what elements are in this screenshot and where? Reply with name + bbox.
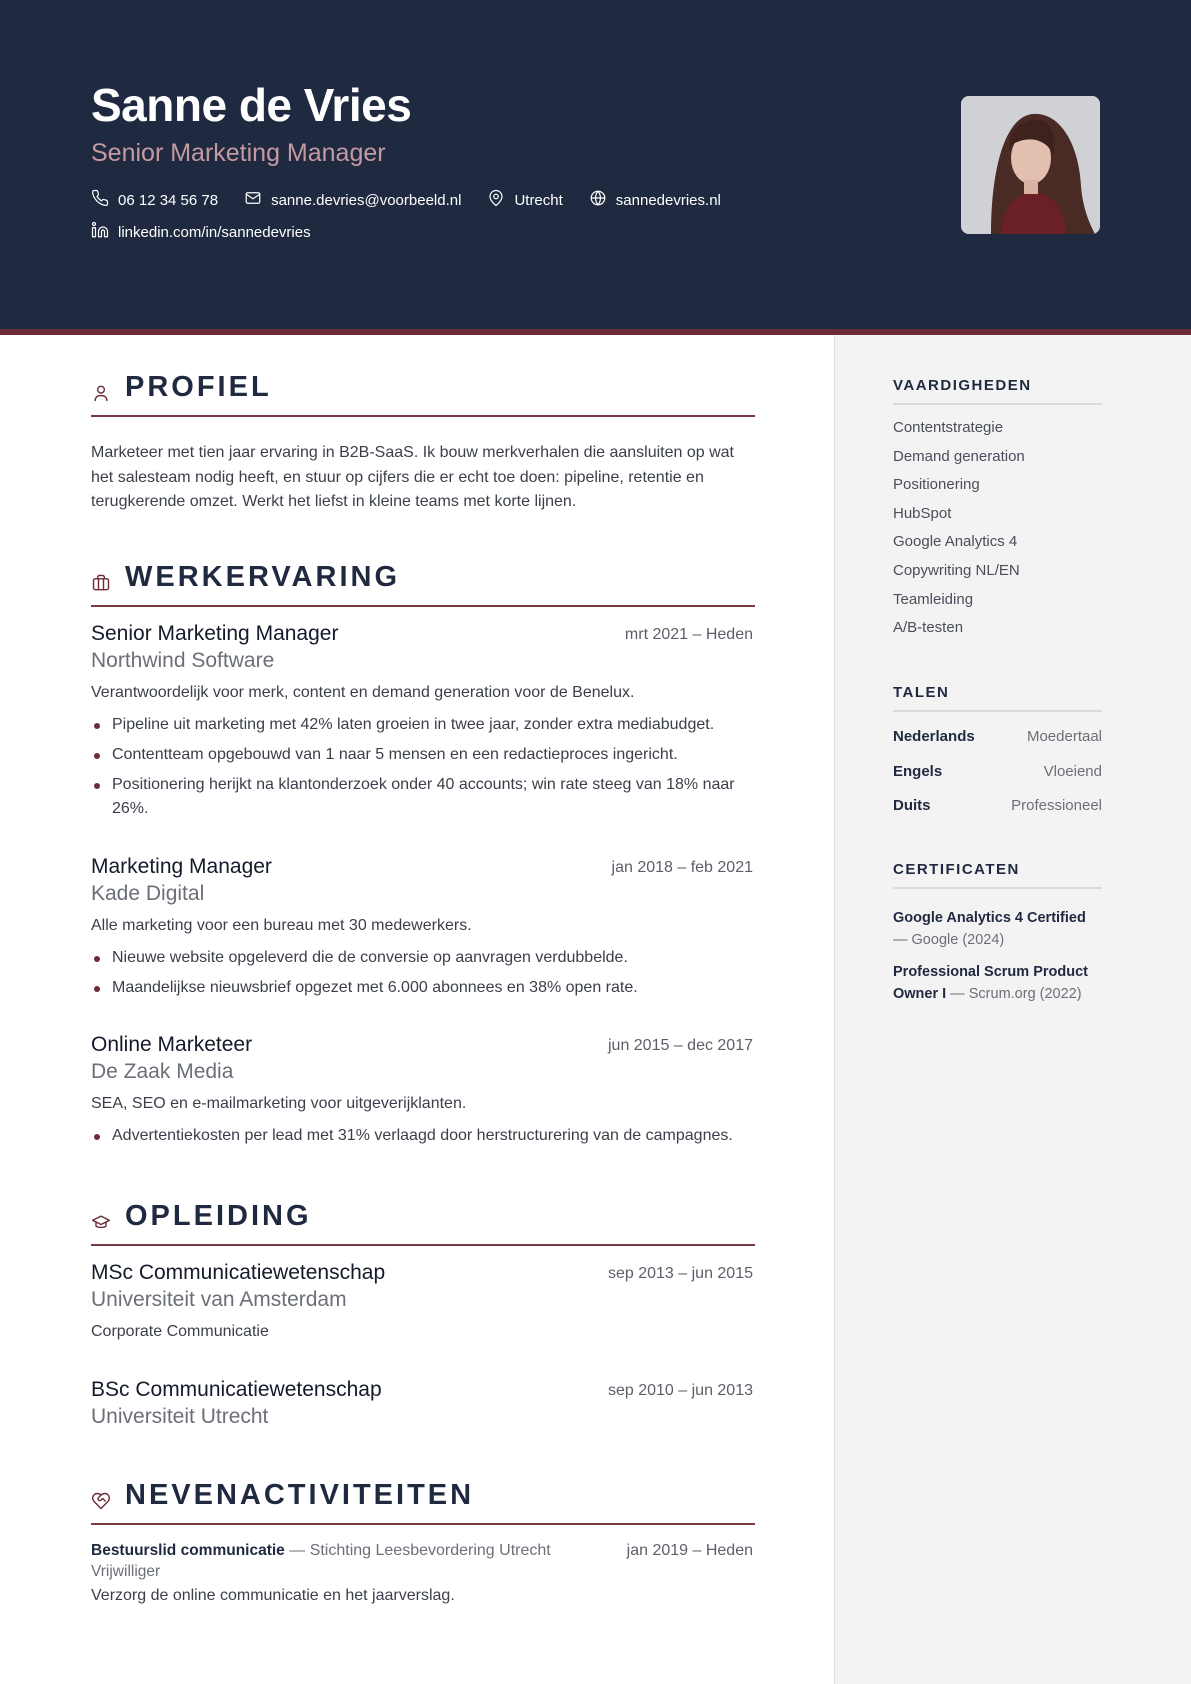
education-section-header	[91, 1196, 755, 1246]
certificate-separator: —	[946, 986, 969, 1002]
contact-website[interactable]	[589, 189, 721, 211]
linkedin-text: linkedin.com/in/sannedevries	[118, 223, 311, 241]
job-bullets	[91, 713, 755, 821]
activity-description: Verzorg de online communicatie en het jaarverslag.	[91, 1587, 455, 1604]
job-entry	[91, 622, 755, 827]
education-entry	[91, 1261, 755, 1341]
certificate-item	[893, 907, 1102, 951]
language-level: Moedertaal	[1026, 728, 1102, 745]
profile-title: PROFIEL	[125, 371, 272, 403]
candidate-role: Senior Marketing Manager	[91, 139, 386, 167]
job-company: Northwind Software	[91, 649, 275, 672]
education-dates: sep 2010 – jun 2013	[607, 1382, 753, 1399]
job-company: De Zaak Media	[91, 1060, 234, 1083]
job-bullet: Maandelijkse nieuwsbrief opgezet met 6.000 abonnees en 38% open rate.	[91, 976, 755, 1000]
certificate-name: Professional Scrum Product Owner I	[893, 964, 1088, 1002]
graduation-cap-icon	[91, 1212, 111, 1232]
header	[0, 0, 1191, 329]
profile-photo	[961, 96, 1100, 234]
education-school: Universiteit van Amsterdam	[91, 1288, 347, 1311]
languages-section	[893, 684, 1102, 832]
contact-email[interactable]	[244, 189, 461, 211]
job-bullet: Contentteam opgebouwd van 1 naar 5 mensen en een redactieproces ingericht.	[91, 743, 755, 767]
education-detail: Corporate Communicatie	[91, 1323, 269, 1340]
certificates-title: CERTIFICATEN	[893, 861, 1102, 889]
certificate-org: Google (2024)	[911, 932, 1005, 948]
skill-item: Positionering	[893, 476, 980, 494]
activity-organization: Stichting Leesbevordering Utrecht	[309, 1542, 551, 1559]
languages-list	[893, 728, 1102, 832]
activities-title: NEVENACTIVITEITEN	[125, 1479, 475, 1511]
job-entry	[91, 1033, 755, 1154]
job-title: Online Marketeer	[91, 1033, 253, 1056]
certificate-org: Scrum.org (2022)	[968, 986, 1082, 1002]
phone-icon	[91, 189, 109, 211]
job-bullet: Positionering herijkt na klantonderzoek onder 40 accounts; win rate steeg van 18% naar 26%.	[91, 773, 755, 821]
skill-item: Demand generation	[893, 447, 1025, 465]
education-degree: MSc Communicatiewetenschap	[91, 1261, 386, 1284]
phone-text: 06 12 34 56 78	[118, 191, 219, 209]
job-dates: mrt 2021 – Heden	[624, 626, 753, 643]
skill-item: Contentstrategie	[893, 419, 1004, 436]
certificate-separator: —	[893, 932, 912, 948]
website-text: sannedevries.nl	[615, 191, 721, 209]
linkedin-icon	[91, 221, 109, 243]
map-pin-icon	[487, 189, 505, 211]
skill-item: HubSpot	[893, 504, 952, 522]
job-bullet: Advertentiekosten per lead met 31% verlaagd door herstructurering van de campagnes.	[91, 1124, 755, 1148]
heart-handshake-icon	[91, 1491, 111, 1511]
job-bullets	[91, 1124, 755, 1148]
job-description: Verantwoordelijk voor merk, content en demand generation voor de Benelux.	[91, 684, 635, 701]
skill-item: Teamleiding	[893, 590, 974, 608]
language-name: Nederlands	[893, 728, 975, 745]
skills-title: VAARDIGHEDEN	[893, 377, 1102, 405]
candidate-name: Sanne de Vries	[91, 79, 412, 131]
job-company: Kade Digital	[91, 882, 205, 905]
job-bullet: Pipeline uit marketing met 42% laten groeien in twee jaar, zonder extra mediabudget.	[91, 713, 755, 737]
education-title: OPLEIDING	[125, 1200, 312, 1232]
education-degree: BSc Communicatiewetenschap	[91, 1378, 382, 1401]
education-entry	[91, 1378, 755, 1429]
skill-item: Google Analytics 4	[893, 533, 1018, 551]
job-title: Senior Marketing Manager	[91, 622, 339, 645]
language-name: Duits	[893, 797, 931, 814]
job-dates: jun 2015 – dec 2017	[607, 1037, 753, 1054]
certificate-item	[893, 961, 1102, 1005]
contact-phone[interactable]	[91, 189, 218, 211]
sidebar	[834, 335, 1191, 1684]
languages-title: TALEN	[893, 684, 1102, 712]
email-text: sanne.devries@voorbeeld.nl	[271, 191, 462, 209]
language-name: Engels	[893, 762, 943, 780]
language-row	[893, 763, 1102, 798]
language-level: Professioneel	[1011, 797, 1102, 814]
activity-separator: —	[284, 1542, 310, 1559]
education-dates: sep 2013 – jun 2015	[607, 1265, 753, 1282]
contact-linkedin[interactable]	[91, 221, 311, 243]
job-description: SEA, SEO en e-mailmarketing voor uitgeverijklanten.	[91, 1095, 467, 1112]
activity-type: Vrijwilliger	[91, 1563, 161, 1580]
experience-title: WERKERVARING	[125, 561, 400, 593]
language-level: Vloeiend	[1043, 762, 1102, 780]
skill-item: Copywriting NL/EN	[893, 561, 1020, 579]
activity-role: Bestuurslid communicatie	[91, 1542, 285, 1559]
profile-text: Marketeer met tien jaar ervaring in B2B-SaaS. Ik bouw merkverhalen die aansluiten op wat het salesteam nodig heeft, en stuur op cijfers die er echt toe doen: pipeline, retentie en terugkerende omzet. Werkt het liefst in kleine teams met korte lijnen.	[91, 444, 734, 510]
skills-list	[893, 419, 1102, 648]
mail-icon	[244, 189, 262, 211]
certificates-list	[893, 907, 1102, 1005]
activity-dates: jan 2019 – Heden	[626, 1542, 753, 1559]
skill-item: A/B-testen	[893, 619, 964, 637]
certificates-section	[893, 861, 1102, 1015]
job-bullets	[91, 946, 755, 1000]
contact-row	[91, 189, 721, 211]
activity-entry	[91, 1542, 755, 1605]
profile-section-header	[91, 367, 755, 417]
job-bullet: Nieuwe website opgeleverd die de conversie op aanvragen verdubbelde.	[91, 946, 755, 970]
experience-section-header	[91, 557, 755, 607]
language-row	[893, 797, 1102, 832]
briefcase-icon	[91, 573, 111, 593]
globe-icon	[589, 189, 607, 211]
language-row	[893, 728, 1102, 763]
certificate-name: Google Analytics 4 Certified	[893, 910, 1086, 926]
skills-section	[893, 377, 1102, 648]
job-description: Alle marketing voor een bureau met 30 medewerkers.	[91, 917, 472, 934]
contact-row-2	[91, 221, 311, 243]
contact-location	[487, 189, 562, 211]
job-entry	[91, 855, 755, 1006]
user-icon	[91, 383, 111, 403]
job-title: Marketing Manager	[91, 855, 272, 878]
job-dates: jan 2018 – feb 2021	[611, 859, 753, 876]
education-school: Universiteit Utrecht	[91, 1405, 269, 1428]
activities-section-header	[91, 1475, 755, 1525]
location-text: Utrecht	[514, 191, 563, 209]
